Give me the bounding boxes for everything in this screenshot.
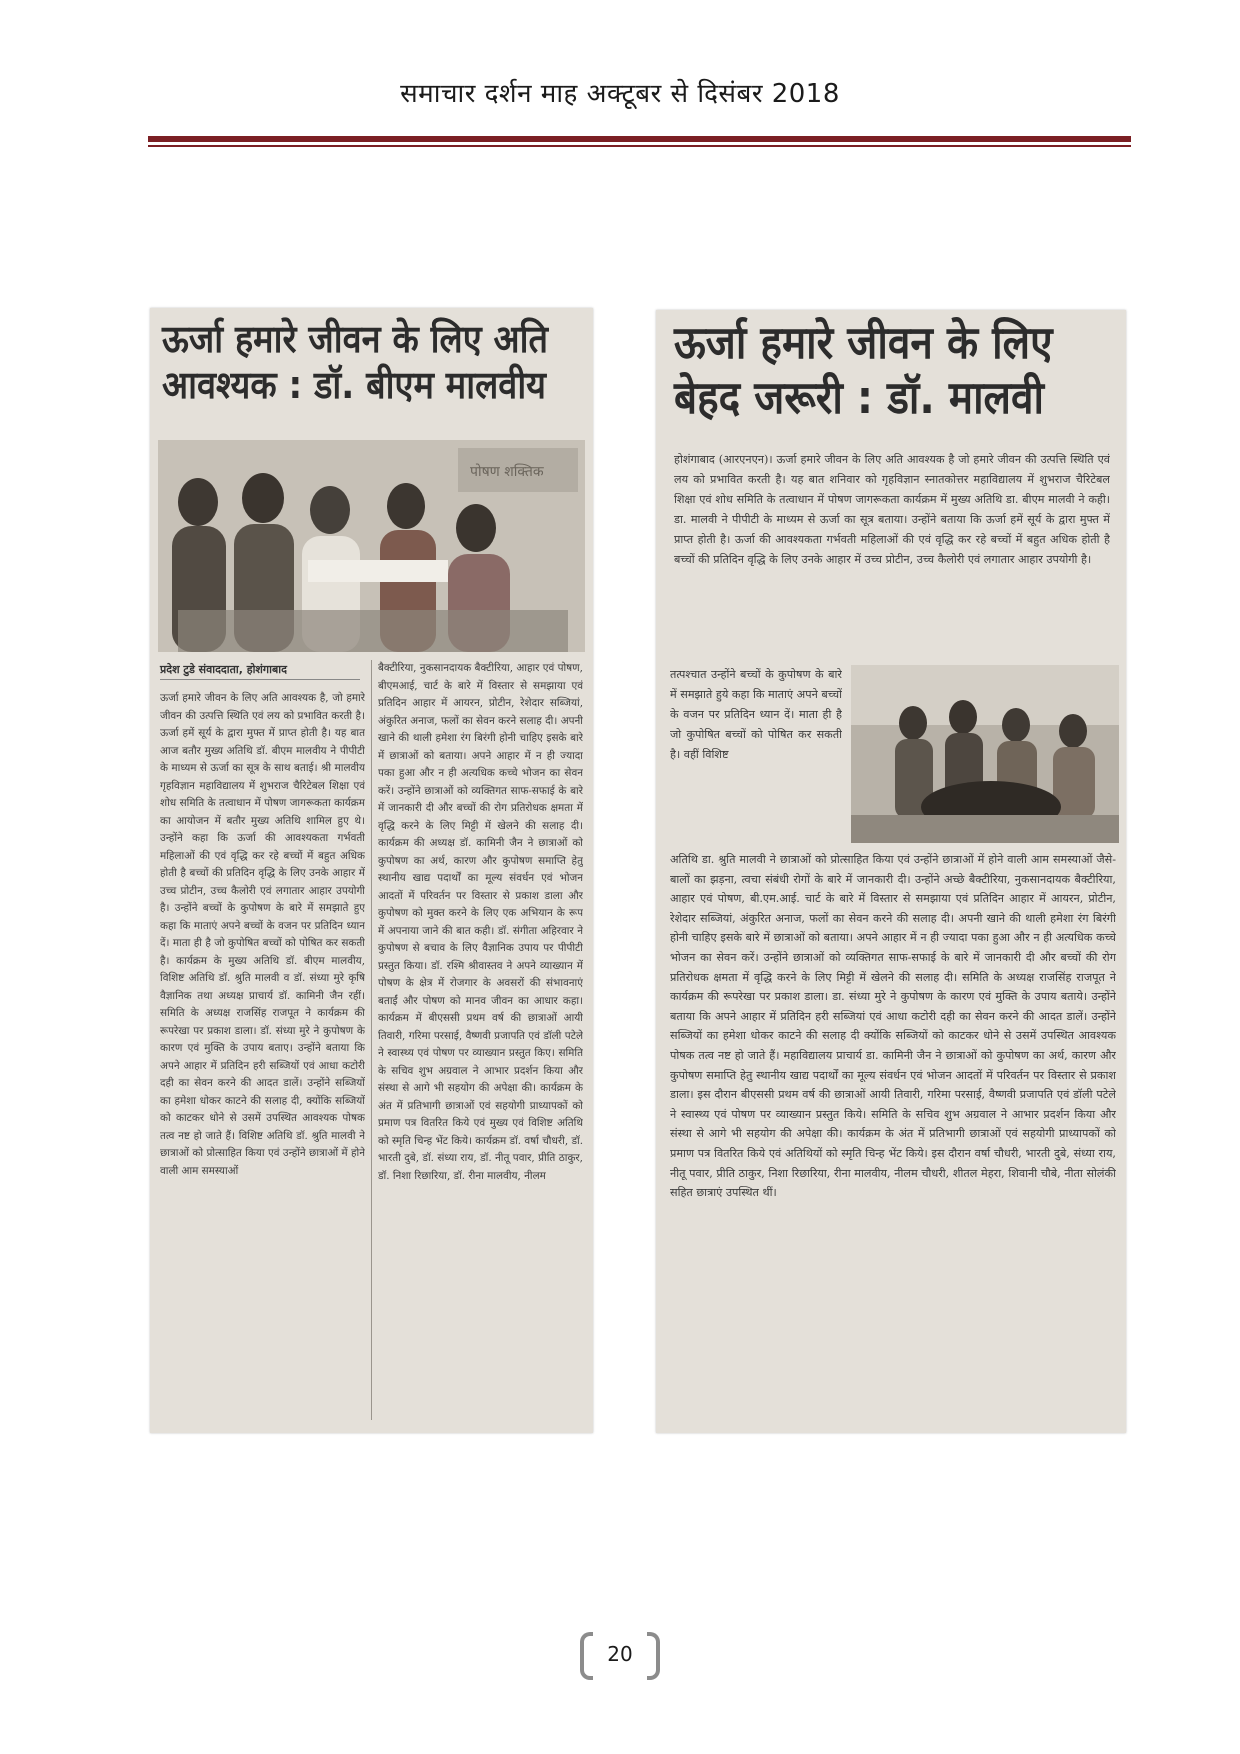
- clipping-left-photo: [158, 440, 585, 652]
- page-number-text: 20: [607, 1642, 633, 1666]
- news-clipping-right: [656, 310, 1126, 1433]
- clipping-right-headline: ऊर्जा हमारे जीवन के लिए बेहद जरूरी : डॉ. मालवी: [674, 316, 1053, 424]
- left-bracket-icon: [580, 1632, 593, 1680]
- photo-banner-text: पोषण शक्तिक: [470, 464, 544, 480]
- header-rule-thin: [148, 145, 1131, 147]
- page-number: [580, 1632, 660, 1676]
- header-rule-thick: [148, 136, 1131, 142]
- clipping-right-lead: होशंगाबाद (आरएनएन)। ऊर्जा हमारे जीवन के लिए अति आवश्यक है जो हमारे जीवन की उत्पत्ति स्थिति एवं लय को प्रभावित करती है। यह बात शनिवार को गृहविज्ञान स्नातकोत्तर महाविद्यालय में शुभराज चैरिटेबल शिक्षा एवं शोध समिति के तत्वाधान में पोषण जागरूकता कार्यक्रम में मुख्य अतिथि डा. बीएम मालवी ने कही। डा. मालवी ने पीपीटी के माध्यम से ऊर्जा का सूत्र बताया। उन्होंने बताया कि ऊर्जा हमें सूर्य के द्वारा मुफ्त में प्राप्त होती है। ऊर्जा की आवश्यकता गर्भवती महिलाओं की एवं वृद्धि कर रहे बच्चों में बहुत अधिक होती है बच्चों की प्रतिदिन वृद्धि के लिए उनके आहार में उच्च प्रोटीन, उच्च कैलोरी एवं लगातार आहार उपयोगी है।: [674, 453, 1110, 566]
- group-photo-illustration: [158, 440, 585, 652]
- page-header-title: समाचार दर्शन माह अक्टूबर से दिसंबर 2018: [400, 79, 840, 109]
- event-photo-illustration: [851, 665, 1119, 843]
- clipping-right-side-text: तत्पश्चात उन्होंने बच्चों के कुपोषण के बारे में समझाते हुये कहा कि माताएं अपने बच्चों के वजन पर प्रतिदिन ध्यान दें। माता ही है जो कुपोषित बच्चों को पोषित कर सकती है। वहीं विशिष्ट: [670, 668, 842, 761]
- clipping-left-column-2: बैक्टीरिया, नुकसानदायक बैक्टीरिया, आहार एवं पोषण, बीएमआई, चार्ट के बारे में विस्तार से समझाया एवं प्रतिदिन आहार में आयरन, प्रोटीन, रेशेदार सब्जियां, अंकुरित अनाज, फलों का सेवन करने सलाह दी। अपनी खाने की थाली हमेशा रंग बिरंगी होनी चाहिए इसके बारे में छात्राओं को बताया। अपने आहार में न ही ज्यादा पका हुआ और न ही अत्यधिक कच्चे भोजन का सेवन करें। उन्होंने छात्राओं को व्यक्तिगत साफ-सफाई के बारे में जानकारी दी और बच्चों की रोग प्रतिरोधक क्षमता में वृद्धि करने के लिए मिट्टी में खेलने की सलाह दी। कार्यक्रम की अध्यक्ष डॉ. कामिनी जैन ने छात्राओं को कुपोषण का अर्थ, कारण और कुपोषण समाप्ति हेतु स्थानीय खाद्य पदार्थों का मूल्य संवर्धन एवं भोजन आदतों में परिवर्तन पर विस्तार से प्रकाश डाला और कुपोषण को मुक्त करने के लिए एक अभियान के रूप में अपनाया जाने की बात कही। डॉ. संगीता अहिरवार ने कुपोषण से बचाव के लिए वैज्ञानिक उपाय पर पीपीटी प्रस्तुत किया। डॉ. रश्मि श्रीवास्तव ने अपने व्याख्यान में पोषण के क्षेत्र में रोजगार के अवसरों की संभावनाएं बताईं और पोषण को मानव जीवन का आधार कहा। कार्यक्रम में बीएससी प्रथम वर्ष की छात्राओं आयी तिवारी, गरिमा परसाई, वैष्णवी प्रजापति एवं डॉली पटेले ने स्वास्थ्य एवं पोषण पर व्याख्यान प्रस्तुत किए। समिति के सचिव शुभ अग्रवाल ने आभार प्रदर्शन किया और संस्था से आगे भी सहयोग की अपेक्षा की। कार्यक्रम के अंत में प्रतिभागी छात्राओं एवं सहयोगी प्राध्यापकों को प्रमाण पत्र वितरित किये एवं मुख्य एवं विशिष्ट अतिथि को स्मृति चिन्ह भेंट किये। कार्यक्रम डॉ. वर्षा चौधरी, डॉ. भारती दुबे, डॉ. संध्या राय, डॉ. नीतू पवार, प्रीति ठाकुर, डॉ. निशा रिछारिया, डॉ. रीना मालवीय, नीलम: [378, 662, 583, 1182]
- right-bracket-icon: [647, 1632, 660, 1680]
- clipping-right-body: अतिथि डा. श्रुति मालवी ने छात्राओं को प्रोत्साहित किया एवं उन्होंने छात्राओं में होने वाली आम समस्याओं जैसे- बालों का झड़ना, त्वचा संबंधी रोगों के बारे में जानकारी दी। उन्होंने अच्छे बैक्टीरिया, नुकसानदायक बैक्टीरिया, आहार एवं पोषण, बी.एम.आई. चार्ट के बारे में विस्तार से समझाया एवं प्रतिदिन आहार में आयरन, प्रोटीन, रेशेदार सब्जियां, अंकुरित अनाज, फलों का सेवन करने की सलाह दी। अपनी खाने की थाली हमेशा रंग बिरंगी होनी चाहिए इसके बारे में छात्राओं को बताया। अपने आहार में न ही ज्यादा पका हुआ और न ही अत्यधिक कच्चे भोजन का सेवन करें। उन्होंने छात्राओं को व्यक्तिगत साफ-सफाई के बारे में जानकारी दी और बच्चों की रोग प्रतिरोधक क्षमता में वृद्धि करने के लिए मिट्टी में खेलने की सलाह दी। समिति के अध्यक्ष राजसिंह राजपूत ने कार्यक्रम की रूपरेखा पर प्रकाश डाला। डा. संध्या मुरे ने कुपोषण के कारण एवं मुक्ति के उपाय बताये। उन्होंने बताया कि अपने आहार में प्रतिदिन हरी सब्जियां एवं आधा कटोरी दही का सेवन करने की आदत डालें। उन्होंने सब्जियों का हमेशा धोकर काटने की सलाह दी क्योंकि सब्जियों को काटकर धोने से उसमें उपस्थित आवश्यक पोषक तत्व नष्ट हो जाते हैं। महाविद्यालय प्राचार्य डा. कामिनी जैन ने छात्राओं को कुपोषण का अर्थ, कारण और कुपोषण समाप्ति हेतु स्थानीय खाद्य पदार्थों का मूल्य संवर्धन एवं भोजन आदतों में परिवर्तन पर विस्तार से प्रकाश डाला। इस दौरान बीएससी प्रथम वर्ष की छात्राओं आयी तिवारी, गरिमा परसाई, वैष्णवी प्रजापति एवं डॉली पटेले ने स्वास्थ्य एवं पोषण पर व्याख्यान प्रस्तुत किये। समिति के सचिव शुभ अग्रवाल ने आभार प्रदर्शन किया और संस्था से आगे भी सहयोग की अपेक्षा की। कार्यक्रम के अंत में प्रतिभागी छात्राओं एवं सहयोगी प्राध्यापकों को प्रमाण पत्र वितरित किये एवं अतिथियों को स्मृति चिन्ह भेंट किये। इस दौरान वर्षा चौधरी, भारती दुबे, संध्या राय, नीतू पवार, प्रीति ठाकुर, निशा रिछारिया, रीना मालवीय, नीलम चौधरी, शीतल मेहरा, शिवानी चौबे, नीता सोलंकी सहित छात्राएं उपस्थित थीं।: [670, 853, 1116, 1200]
- clipping-left-column-1: ऊर्जा हमारे जीवन के लिए अति आवश्यक है, जो हमारे जीवन की उत्पत्ति स्थिति एवं लय को प्रभावित करती है। ऊर्जा हमें सूर्य के द्वारा मुफ्त में प्राप्त होती है। यह बात आज बतौर मुख्य अतिथि डॉ. बीएम मालवीय ने पीपीटी के माध्यम से ऊर्जा का सूत्र के साथ बताई। श्री मालवीय गृहविज्ञान महाविद्यालय में शुभराज चैरिटेबल शिक्षा एवं शोध समिति के तत्वाधान में पोषण जागरूकता कार्यक्रम का आयोजन में बतौर मुख्य अतिथि शामिल हुए थे। उन्होंने कहा कि ऊर्जा की आवश्यकता गर्भवती महिलाओं की एवं वृद्धि कर रहे बच्चों में बहुत अधिक होती है बच्चों की प्रतिदिन वृद्धि के लिए उनके आहार में उच्च प्रोटीन, उच्च कैलोरी एवं लगातार आहार उपयोगी है। उन्होंने बच्चों के कुपोषण के बारे में समझाते हुए कहा कि माताएं अपने बच्चों के वजन पर प्रतिदिन ध्यान दें। माता ही है जो कुपोषित बच्चों को पोषित कर सकती है। कार्यक्रम के मुख्य अतिथि डॉ. बीएम मालवीय, विशिष्ट अतिथि डॉ. श्रुति मालवी व डॉ. संध्या मुरे कृषि वैज्ञानिक तथा अध्यक्ष प्राचार्य डॉ. कामिनी जैन रहीं। समिति के अध्यक्ष राजसिंह राजपूत ने कार्यक्रम की रूपरेखा पर प्रकाश डाला। डॉ. संध्या मुरे ने कुपोषण के कारण एवं मुक्ति के उपाय बताए। उन्होंने बताया कि अपने आहार में प्रतिदिन हरी सब्जियों एवं आधा कटोरी दही का सेवन करने की आदत डालें। उन्होंने सब्जियों का हमेशा धोकर काटने की सलाह दी, क्योंकि सब्जियों को काटकर धोने से उसमें उपस्थित आवश्यक पोषक तत्व नष्ट हो जाते हैं। विशिष्ट अतिथि डॉ. श्रुति मालवी ने छात्राओं को प्रोत्साहित किया एवं उन्होंने छात्राओं में होने वाली आम समस्याओं: [160, 692, 365, 1177]
- clipping-right-photo: [851, 665, 1119, 843]
- clipping-left-headline: ऊर्जा हमारे जीवन के लिए अति आवश्यक : डॉ. बीएम मालवीय: [162, 317, 549, 408]
- clipping-left-byline: प्रदेश टुडे संवाददाता, होशंगाबाद: [160, 662, 360, 680]
- column-divider: [371, 660, 372, 1420]
- news-clipping-left: [150, 308, 593, 1433]
